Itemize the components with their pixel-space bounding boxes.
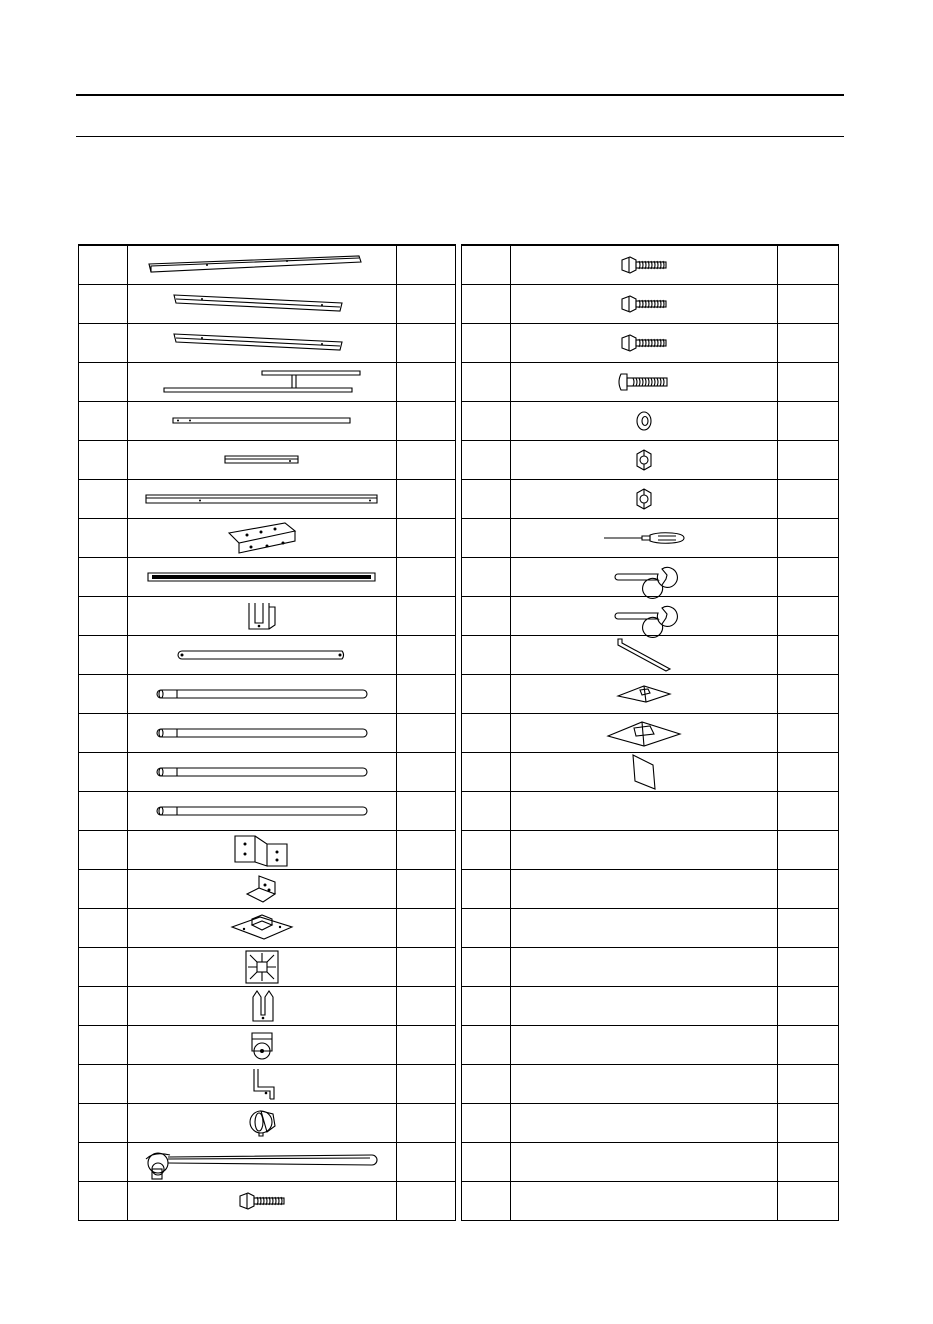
part-image-cell [511,792,778,831]
part-number-cell [462,245,511,285]
part-image-cell [128,441,397,480]
parts-row [79,870,456,909]
part-quantity-cell [397,753,456,792]
part-number-cell [79,1026,128,1065]
round-tube-icon [157,804,367,818]
part-number-cell [79,987,128,1026]
part-quantity-cell [397,402,456,441]
part-quantity-cell [397,363,456,402]
parts-row [462,285,839,324]
crank-handle-icon [144,1143,380,1181]
corner-bracket-icon [245,874,279,904]
part-number-cell [79,909,128,948]
part-image-cell [128,1104,397,1143]
part-quantity-cell [778,987,839,1026]
part-image-cell [128,870,397,909]
part-quantity-cell [778,519,839,558]
part-number-cell [79,753,128,792]
part-number-cell [79,636,128,675]
part-image-cell [511,714,778,753]
hex-nut-icon [634,448,654,472]
parts-row [462,636,839,675]
part-image-cell [128,1182,397,1221]
part-number-cell [79,675,128,714]
parts-row [462,245,839,285]
z-bracket-icon [233,832,291,868]
part-number-cell [462,519,511,558]
u-bracket-icon [247,601,277,631]
part-quantity-cell [397,1104,456,1143]
part-number-cell [462,753,511,792]
part-number-cell [462,675,511,714]
part-image-cell [128,831,397,870]
part-quantity-cell [778,909,839,948]
parts-row [462,792,839,831]
part-number-cell [79,1143,128,1182]
pyramid-cap-large-icon [606,718,682,748]
parts-row [462,909,839,948]
parts-row [79,519,456,558]
part-number-cell [462,597,511,636]
part-quantity-cell [397,1065,456,1104]
part-number-cell [462,324,511,363]
part-quantity-cell [778,831,839,870]
side-rail-icon [172,330,352,356]
part-number-cell [79,402,128,441]
part-image-cell [511,675,778,714]
parts-row [79,1182,456,1221]
part-image-cell [128,597,397,636]
part-quantity-cell [778,753,839,792]
part-image-cell [511,948,778,987]
part-quantity-cell [397,636,456,675]
part-quantity-cell [778,1143,839,1182]
parts-row [462,948,839,987]
part-quantity-cell [778,870,839,909]
part-number-cell [79,519,128,558]
part-number-cell [462,870,511,909]
part-image-cell [511,245,778,285]
part-image-cell [511,519,778,558]
part-image-cell [511,987,778,1026]
parts-table-left [78,244,456,1221]
parts-row [462,753,839,792]
part-number-cell [79,1065,128,1104]
thin-bar-icon [172,416,352,426]
part-number-cell [79,441,128,480]
parts-row [462,1065,839,1104]
parts-row [462,987,839,1026]
part-image-cell [511,909,778,948]
part-number-cell [79,1104,128,1143]
part-quantity-cell [778,245,839,285]
parts-row [462,1104,839,1143]
part-quantity-cell [397,324,456,363]
part-image-cell [128,363,397,402]
part-quantity-cell [778,948,839,987]
part-quantity-cell [397,909,456,948]
part-quantity-cell [778,324,839,363]
parts-row [79,285,456,324]
angle-bracket-icon [227,521,297,555]
parts-row [79,1026,456,1065]
part-number-cell [79,480,128,519]
part-quantity-cell [397,245,456,285]
short-bar-icon [224,454,300,466]
part-image-cell [511,402,778,441]
part-image-cell [128,480,397,519]
diamond-pad-icon [629,753,659,791]
parts-row [462,597,839,636]
end-cap-icon [247,1108,277,1138]
part-image-cell [511,441,778,480]
part-image-cell [128,519,397,558]
part-image-cell [511,1026,778,1065]
allen-key-icon [616,637,672,673]
part-image-cell [128,792,397,831]
parts-row [79,831,456,870]
parts-row [79,480,456,519]
part-number-cell [462,1143,511,1182]
part-number-cell [462,285,511,324]
part-quantity-cell [778,1104,839,1143]
part-quantity-cell [778,1065,839,1104]
part-number-cell [462,480,511,519]
part-quantity-cell [397,1026,456,1065]
square-plate-icon [244,949,280,985]
parts-row [462,831,839,870]
parts-table-right [461,244,839,1221]
part-quantity-cell [778,675,839,714]
part-quantity-cell [397,285,456,324]
parts-row [79,597,456,636]
parts-row [462,1143,839,1182]
hex-nut-icon [634,487,654,511]
part-number-cell [462,1026,511,1065]
round-tube-icon [157,765,367,779]
part-quantity-cell [778,441,839,480]
part-image-cell [511,324,778,363]
part-number-cell [462,441,511,480]
part-quantity-cell [397,831,456,870]
part-quantity-cell [397,558,456,597]
part-number-cell [79,792,128,831]
parts-row [79,1065,456,1104]
step-bracket-rail-icon [162,368,362,396]
part-quantity-cell [778,636,839,675]
part-number-cell [79,1182,128,1221]
part-number-cell [462,948,511,987]
carriage-bolt-icon [617,372,671,392]
parts-row [79,909,456,948]
part-quantity-cell [397,675,456,714]
round-tube-icon [157,726,367,740]
part-image-cell [128,909,397,948]
parts-row [79,753,456,792]
part-number-cell [79,870,128,909]
part-number-cell [462,909,511,948]
header-rule [76,94,844,96]
open-wrench-icon [612,565,676,589]
part-quantity-cell [778,1026,839,1065]
washer-icon [635,410,653,432]
parts-row [79,441,456,480]
part-number-cell [462,1065,511,1104]
parts-row [462,675,839,714]
part-quantity-cell [778,597,839,636]
parts-row [462,363,839,402]
part-quantity-cell [397,519,456,558]
part-quantity-cell [778,558,839,597]
part-number-cell [462,1104,511,1143]
parts-row [462,324,839,363]
parts-row [79,558,456,597]
parts-row [462,558,839,597]
parts-row [79,1104,456,1143]
parts-row [79,675,456,714]
part-number-cell [462,363,511,402]
part-image-cell [511,558,778,597]
long-rail-icon [147,254,377,276]
parts-row [462,1182,839,1221]
part-quantity-cell [778,363,839,402]
part-number-cell [79,245,128,285]
flat-strap-icon [174,647,350,663]
part-image-cell [511,597,778,636]
parts-row [79,245,456,285]
part-image-cell [128,558,397,597]
part-number-cell [79,948,128,987]
clip-bracket-icon [249,989,275,1023]
part-image-cell [128,636,397,675]
round-tube-icon [157,687,367,701]
part-image-cell [511,1143,778,1182]
part-number-cell [79,597,128,636]
part-image-cell [128,402,397,441]
base-plate-icon [230,913,294,943]
part-quantity-cell [397,480,456,519]
parts-row [462,480,839,519]
part-number-cell [79,714,128,753]
part-quantity-cell [397,441,456,480]
part-image-cell [128,753,397,792]
part-image-cell [128,987,397,1026]
part-image-cell [128,1065,397,1104]
part-image-cell [128,714,397,753]
part-image-cell [511,753,778,792]
parts-row [462,870,839,909]
pyramid-cap-icon [616,684,672,704]
part-quantity-cell [397,597,456,636]
part-quantity-cell [778,714,839,753]
part-number-cell [462,831,511,870]
part-number-cell [79,558,128,597]
part-quantity-cell [778,792,839,831]
part-number-cell [462,987,511,1026]
part-number-cell [462,402,511,441]
part-number-cell [79,285,128,324]
part-image-cell [511,285,778,324]
part-image-cell [128,324,397,363]
parts-row [462,519,839,558]
part-quantity-cell [397,1143,456,1182]
end-bracket-icon [248,1029,276,1061]
part-image-cell [128,675,397,714]
hex-bolt-icon [620,333,668,353]
part-image-cell [128,1143,397,1182]
part-image-cell [128,948,397,987]
parts-row [79,948,456,987]
hex-bolt-icon [620,255,668,275]
screwdriver-icon [602,530,686,546]
part-image-cell [128,285,397,324]
long-beam-icon [145,492,379,506]
part-image-cell [511,636,778,675]
part-image-cell [128,245,397,285]
parts-row [462,402,839,441]
part-image-cell [511,363,778,402]
open-wrench-icon [612,604,676,628]
parts-row [462,441,839,480]
part-image-cell [511,1182,778,1221]
hex-bolt-icon [238,1191,286,1211]
parts-row [79,363,456,402]
part-quantity-cell [778,285,839,324]
part-image-cell [511,1065,778,1104]
part-image-cell [511,1104,778,1143]
part-number-cell [462,558,511,597]
subheader-rule [76,136,844,137]
part-number-cell [79,831,128,870]
parts-row [79,987,456,1026]
part-number-cell [79,324,128,363]
parts-row [79,636,456,675]
part-quantity-cell [397,792,456,831]
part-image-cell [511,870,778,909]
part-image-cell [511,831,778,870]
part-number-cell [462,1182,511,1221]
parts-row [79,714,456,753]
part-quantity-cell [778,402,839,441]
l-bracket-icon [248,1067,276,1101]
part-image-cell [128,1026,397,1065]
part-quantity-cell [397,987,456,1026]
part-image-cell [511,480,778,519]
part-number-cell [462,792,511,831]
channel-rail-icon [147,571,377,583]
part-number-cell [462,714,511,753]
part-number-cell [462,636,511,675]
parts-row [79,324,456,363]
parts-row [79,792,456,831]
part-quantity-cell [397,870,456,909]
part-quantity-cell [778,480,839,519]
part-quantity-cell [397,948,456,987]
hex-bolt-icon [620,294,668,314]
part-quantity-cell [397,1182,456,1221]
part-number-cell [79,363,128,402]
part-quantity-cell [778,1182,839,1221]
side-rail-icon [172,291,352,317]
part-quantity-cell [397,714,456,753]
parts-row [79,402,456,441]
parts-row [462,714,839,753]
parts-row [79,1143,456,1182]
parts-row [462,1026,839,1065]
